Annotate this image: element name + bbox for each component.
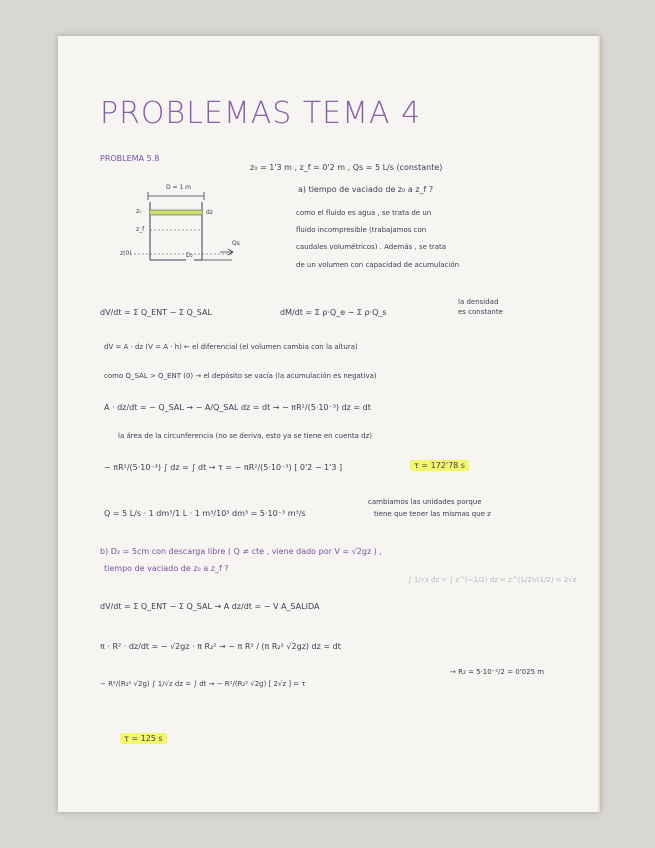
result-a-highlight: τ = 172'78 s <box>410 460 469 471</box>
problem-label: PROBLEMA 5.8 <box>100 154 160 163</box>
result-b-highlight: τ = 125 s <box>120 733 167 744</box>
explanation-line-4: de un volumen con capacidad de acumulación <box>296 261 460 269</box>
given-values: z₀ = 1'3 m , z_f = 0'2 m , Qs = 5 L/s (constante) <box>250 163 443 172</box>
unit-note-2: tiene que tener las mismas que z <box>374 510 491 518</box>
zref-label: z(0) <box>120 250 132 257</box>
side-note-integral: ∫ 1/√z dz = ∫ z^(−1/2) dz = z^(1/2)/(1/2) = 2√z <box>408 576 577 584</box>
equation-torricelli: π · R² · dz/dt = − √2gz · π R₂² → − π R² / (π R₂² √2gz) dz = dt <box>100 642 341 651</box>
equation-integration-b: − R²/(R₂² √2g) ∫ 1/√z dz = ∫ dt → − R²/(R₂² √2g) [ 2√z ] = τ <box>100 680 306 688</box>
explanation-line-2: fluido incompresible (trabajamos con <box>296 226 427 234</box>
equation-integration-a: − πR²/(5·10⁻³) ∫ dz = ∫ dt → τ = − πR²/(5·10⁻³) [ 0'2 − 1'3 ] <box>104 463 343 472</box>
equation-volume-balance-b: dV/dt = Σ Q_ENT − Σ Q_SAL → A dz/dt = − V A_SALIDA <box>100 602 320 611</box>
tank-sketch <box>120 180 280 266</box>
result-b <box>120 734 167 743</box>
d2-label: D₂ <box>186 252 194 259</box>
explanation-line-1: como el fluido es agua , se trata de un <box>296 209 432 217</box>
equation-mass-balance: dM/dt = Σ ρ·Q_e − Σ ρ·Q_s <box>280 308 387 317</box>
question-b-line-2: tiempo de vaciado de z₀ a z_f ? <box>104 564 229 573</box>
diameter-label: D = 1 m <box>166 184 192 191</box>
equation-differential-volume: dV = A · dz (V = A · h) ← el diferencial (el volumen cambia con la altura) <box>104 343 358 351</box>
question-b-line-1: b) D₂ = 5cm con descarga libre ( Q ≠ cte , viene dado por V = √2gz ) , <box>100 547 382 556</box>
qs-label: Qs <box>232 240 240 247</box>
dz-label: dz <box>206 209 213 216</box>
equation-unit-conversion: Q = 5 L/s · 1 dm³/1 L · 1 m³/10³ dm³ = 5·10⁻³ m³/s <box>104 509 306 518</box>
tank-diagram <box>120 180 280 266</box>
unit-note-1: cambiamos las unidades porque <box>368 498 482 506</box>
radius-note: → R₂ = 5·10⁻²/2 = 0'025 m <box>450 668 545 676</box>
z0-label: z₀ <box>136 208 142 215</box>
equation-separation: A · dz/dt = − Q_SAL → − A/Q_SAL dz = dt → − πR²/(5·10⁻³) dz = dt <box>104 403 371 412</box>
density-note-1: la densidad <box>458 298 499 306</box>
notebook-page <box>58 36 600 812</box>
density-note-2: es constante <box>458 308 503 316</box>
page-title: PROBLEMAS TEMA 4 <box>100 96 422 131</box>
equation-volume-balance: dV/dt = Σ Q_ENT − Σ Q_SAL <box>100 308 212 317</box>
result-a <box>410 461 469 470</box>
equation-discharge-condition: como Q_SAL > Q_ENT (0) → el depósito se vacía (la acumulación es negativa) <box>104 372 377 380</box>
zf-label: z_f <box>136 226 145 233</box>
area-note: la área de la circunferencia (no se deriva, esto ya se tiene en cuenta dz) <box>118 432 372 440</box>
explanation-line-3: caudales volumétricos) . Además , se trata <box>296 243 447 251</box>
question-a: a) tiempo de vaciado de z₀ a z_f ? <box>298 185 434 194</box>
